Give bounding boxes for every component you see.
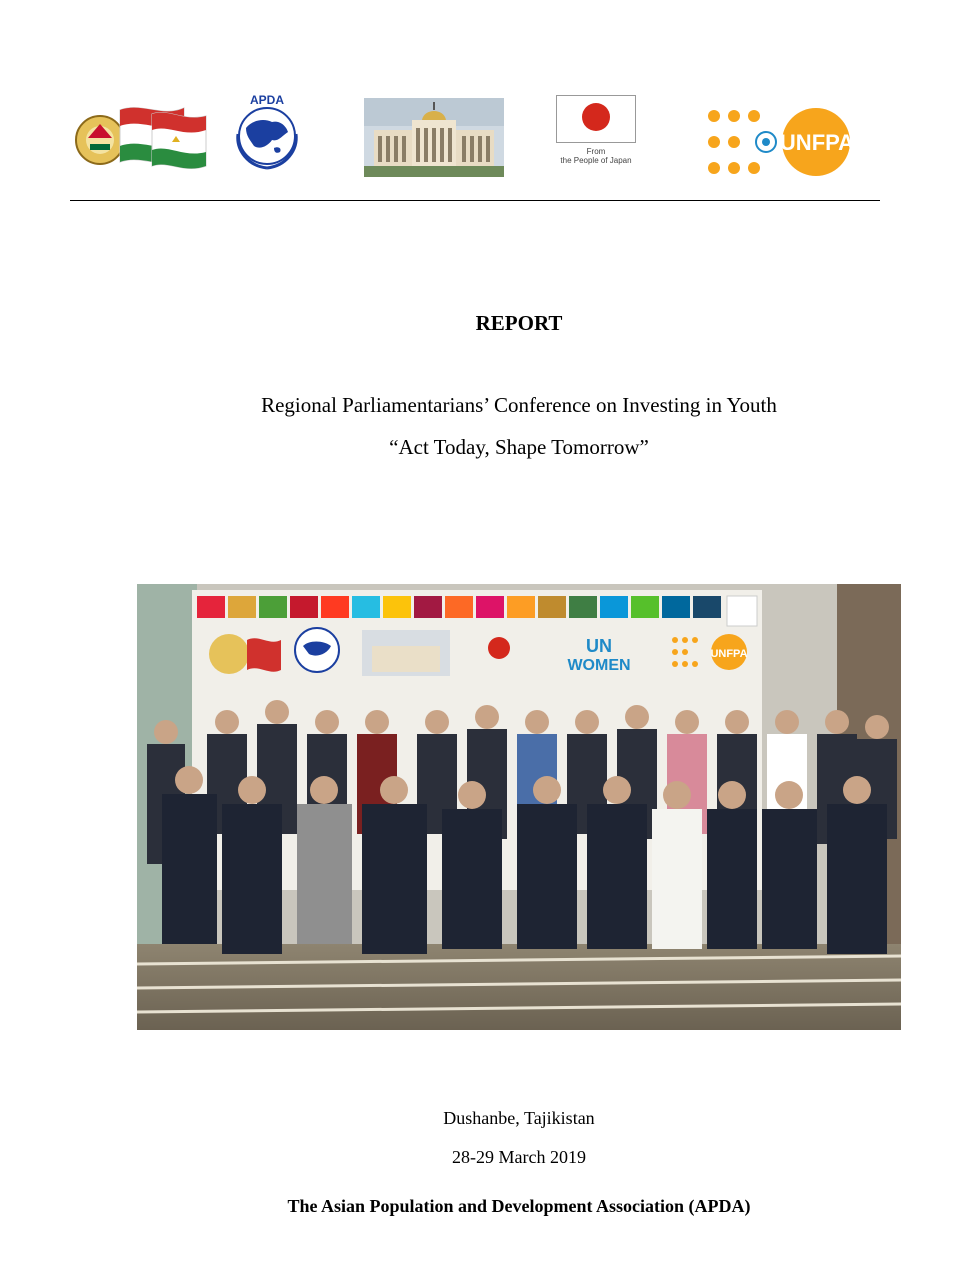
parliament-building-image bbox=[364, 98, 504, 177]
conference-title: Regional Parliamentarians’ Conference on Investing in Youth bbox=[261, 393, 777, 417]
unfpa-logo-text: UNFPA bbox=[779, 130, 854, 155]
tajikistan-emblem-logo bbox=[72, 100, 208, 174]
japan-caption bbox=[556, 147, 636, 165]
header-divider bbox=[70, 200, 880, 201]
conference-subtitle: “Act Today, Shape Tomorrow” bbox=[389, 435, 649, 459]
japan-flag-logo bbox=[556, 95, 636, 165]
japan-caption-line2: the People of Japan bbox=[560, 156, 632, 165]
organization: The Asian Population and Development Association (APDA) bbox=[287, 1196, 751, 1216]
japan-flag-sun bbox=[582, 103, 610, 131]
unfpa-logo bbox=[706, 108, 854, 180]
japan-caption-line1: From bbox=[586, 147, 606, 156]
banner-unfpa-text: UNFPA bbox=[710, 648, 748, 660]
group-photo bbox=[137, 584, 901, 1030]
location: Dushanbe, Tajikistan bbox=[443, 1108, 595, 1128]
banner-un-women-line2: WOMEN bbox=[567, 657, 631, 674]
report-title: REPORT bbox=[475, 311, 563, 335]
date: 28-29 March 2019 bbox=[452, 1147, 586, 1167]
apda-logo-text: APDA bbox=[249, 93, 285, 107]
banner-un-women-line1: UN bbox=[586, 636, 612, 656]
apda-logo bbox=[224, 90, 310, 176]
